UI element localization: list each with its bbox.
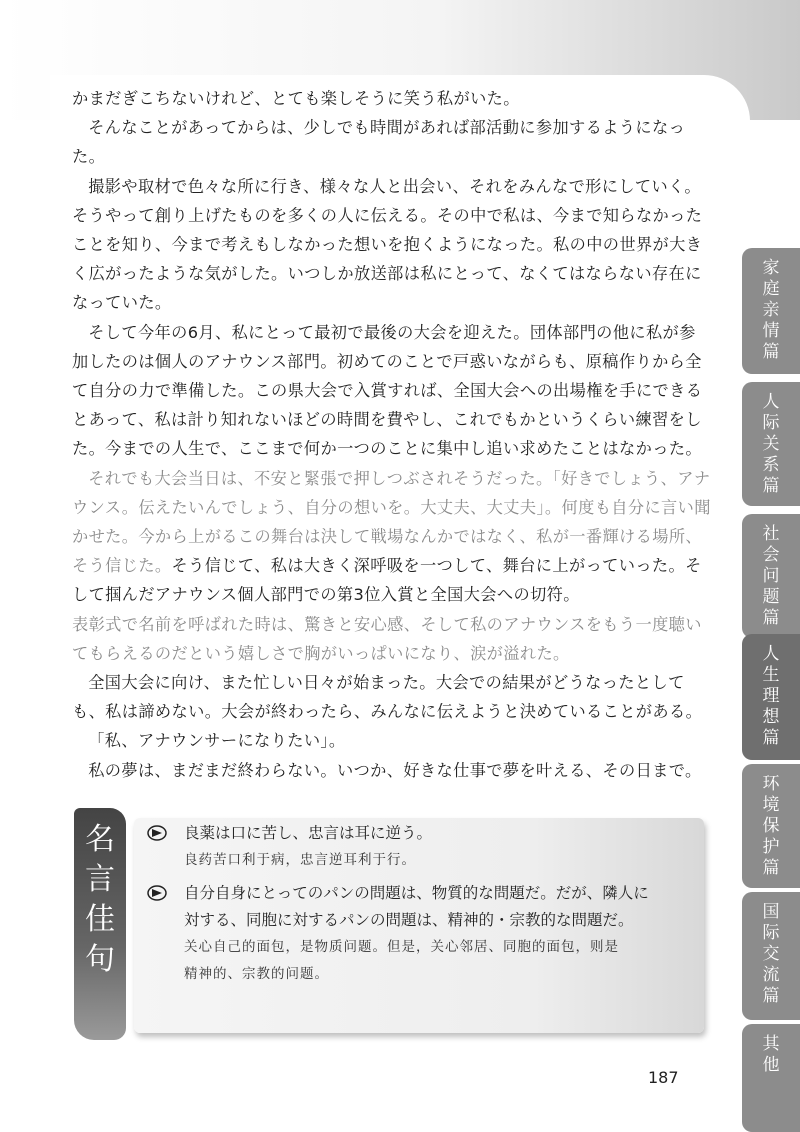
paragraph: 「私、アナウンサーになりたい」。 — [88, 731, 346, 751]
quote-jp-line: 自分自身にとってのパンの問題は、物質的な問題だ。だが、隣人に — [184, 884, 649, 902]
arrow-bullet-icon — [146, 884, 172, 902]
arrow-bullet-icon — [146, 824, 172, 842]
tab-label: 家庭亲情篇 — [762, 258, 780, 362]
tab-label: 人际关系篇 — [762, 392, 780, 496]
quote-cn-line: 关心自己的面包，是物质问题。但是，关心邻居、同胞的面包，则是 — [184, 939, 619, 955]
paragraph: そして今年の6月、私にとって最初で最後の大会を迎えた。団体部門の他に私が参加したのは個人のアナウンス部門。初めてのことで戸惑いながらも、原稿作りから全て自分の力で準備した。この県大会で入賞すれば、全国大会への出場権を手にできるとあって、私は計り知れないほどの時間を費やし、これでもかというくらい練習をした。今までの人生で、ここまで何か一つのことに集中し追い求めたことはなかった。 — [72, 322, 703, 459]
quote-item — [154, 820, 714, 874]
tab-label: 环境保护篇 — [762, 774, 780, 878]
tab-label: 其他 — [762, 1034, 780, 1075]
tab-label: 人生理想篇 — [762, 644, 780, 748]
tab-other[interactable] — [742, 1024, 800, 1132]
tab-international[interactable] — [742, 892, 800, 1020]
quote-box — [74, 808, 710, 1040]
quote-cn-line: 良药苦口利于病，忠言逆耳利于行。 — [184, 852, 416, 868]
quote-jp-line: 対する、同胞に対するパンの問題は、精神的・宗教的な問題だ。 — [184, 911, 634, 929]
tab-environment[interactable] — [742, 764, 800, 888]
tab-family[interactable] — [742, 248, 800, 374]
body-text — [72, 84, 712, 785]
paragraph — [72, 464, 712, 610]
quote-item — [154, 880, 714, 988]
paragraph-dark-part: そう信じて、私は大きく深呼吸を一つして、舞台に上がっていった。そして掴んだアナウンス個人部門での第3位入賞と全国大会への切符。 — [72, 556, 702, 605]
paragraph: 全国大会に向け、また忙しい日々が始まった。大会での結果がどうなったとしても、私は諦めない。大会が終わったら、みんなに伝えようと決めていることがある。 — [72, 673, 703, 722]
tab-relationships[interactable] — [742, 382, 800, 506]
tab-label: 国际交流篇 — [762, 902, 780, 1006]
paragraph: かまだぎこちないけれど、とても楽しそうに笑う私がいた。 — [72, 89, 520, 108]
tab-label: 社会问题篇 — [762, 524, 780, 628]
tab-social-issues[interactable] — [742, 514, 800, 638]
quote-jp-line: 良薬は口に苦し、忠言は耳に逆う。 — [184, 824, 433, 842]
paragraph-faded-part: それでも大会当日は、不安と緊張で押しつぶされそうだった。「好きでしょう、アナウンス。伝えたいんでしょう、自分の想いを。大丈夫、大丈夫」。何度も自分に言い聞かせた。今から上がるこの舞台は決して戦場なんかではなく、私が一番輝ける場所、そう信じた。 — [72, 468, 711, 576]
quote-cn-line: 精神的、宗教的问题。 — [184, 966, 329, 982]
page-number: 187 — [648, 1068, 679, 1087]
quote-title: 名 言 佳 句 — [85, 822, 115, 977]
tab-life-ideals[interactable] — [742, 634, 800, 760]
paragraph: 撮影や取材で色々な所に行き、様々な人と出会い、それをみんなで形にしていく。そうやって創り上げたものを多くの人に伝える。その中で私は、今まで知らなかったことを知り、今まで考えもしなかった想いを抱くようになった。私の中の世界が大きく広がったような気がした。いつしか放送部は私にとって、なくてはならない存在になっていた。 — [72, 176, 703, 313]
paragraph: 表彰式で名前を呼ばれた時は、驚きと安心感、そして私のアナウンスをもう一度聴いてもらえるのだという嬉しさで胸がいっぱいになり、涙が溢れた。 — [72, 614, 702, 663]
paragraph: そんなことがあってからは、少しでも時間があれば部活動に参加するようになった。 — [72, 118, 686, 167]
paragraph: 私の夢は、まだまだ終わらない。いつか、好きな仕事で夢を叶える、その日まで。 — [88, 760, 702, 780]
